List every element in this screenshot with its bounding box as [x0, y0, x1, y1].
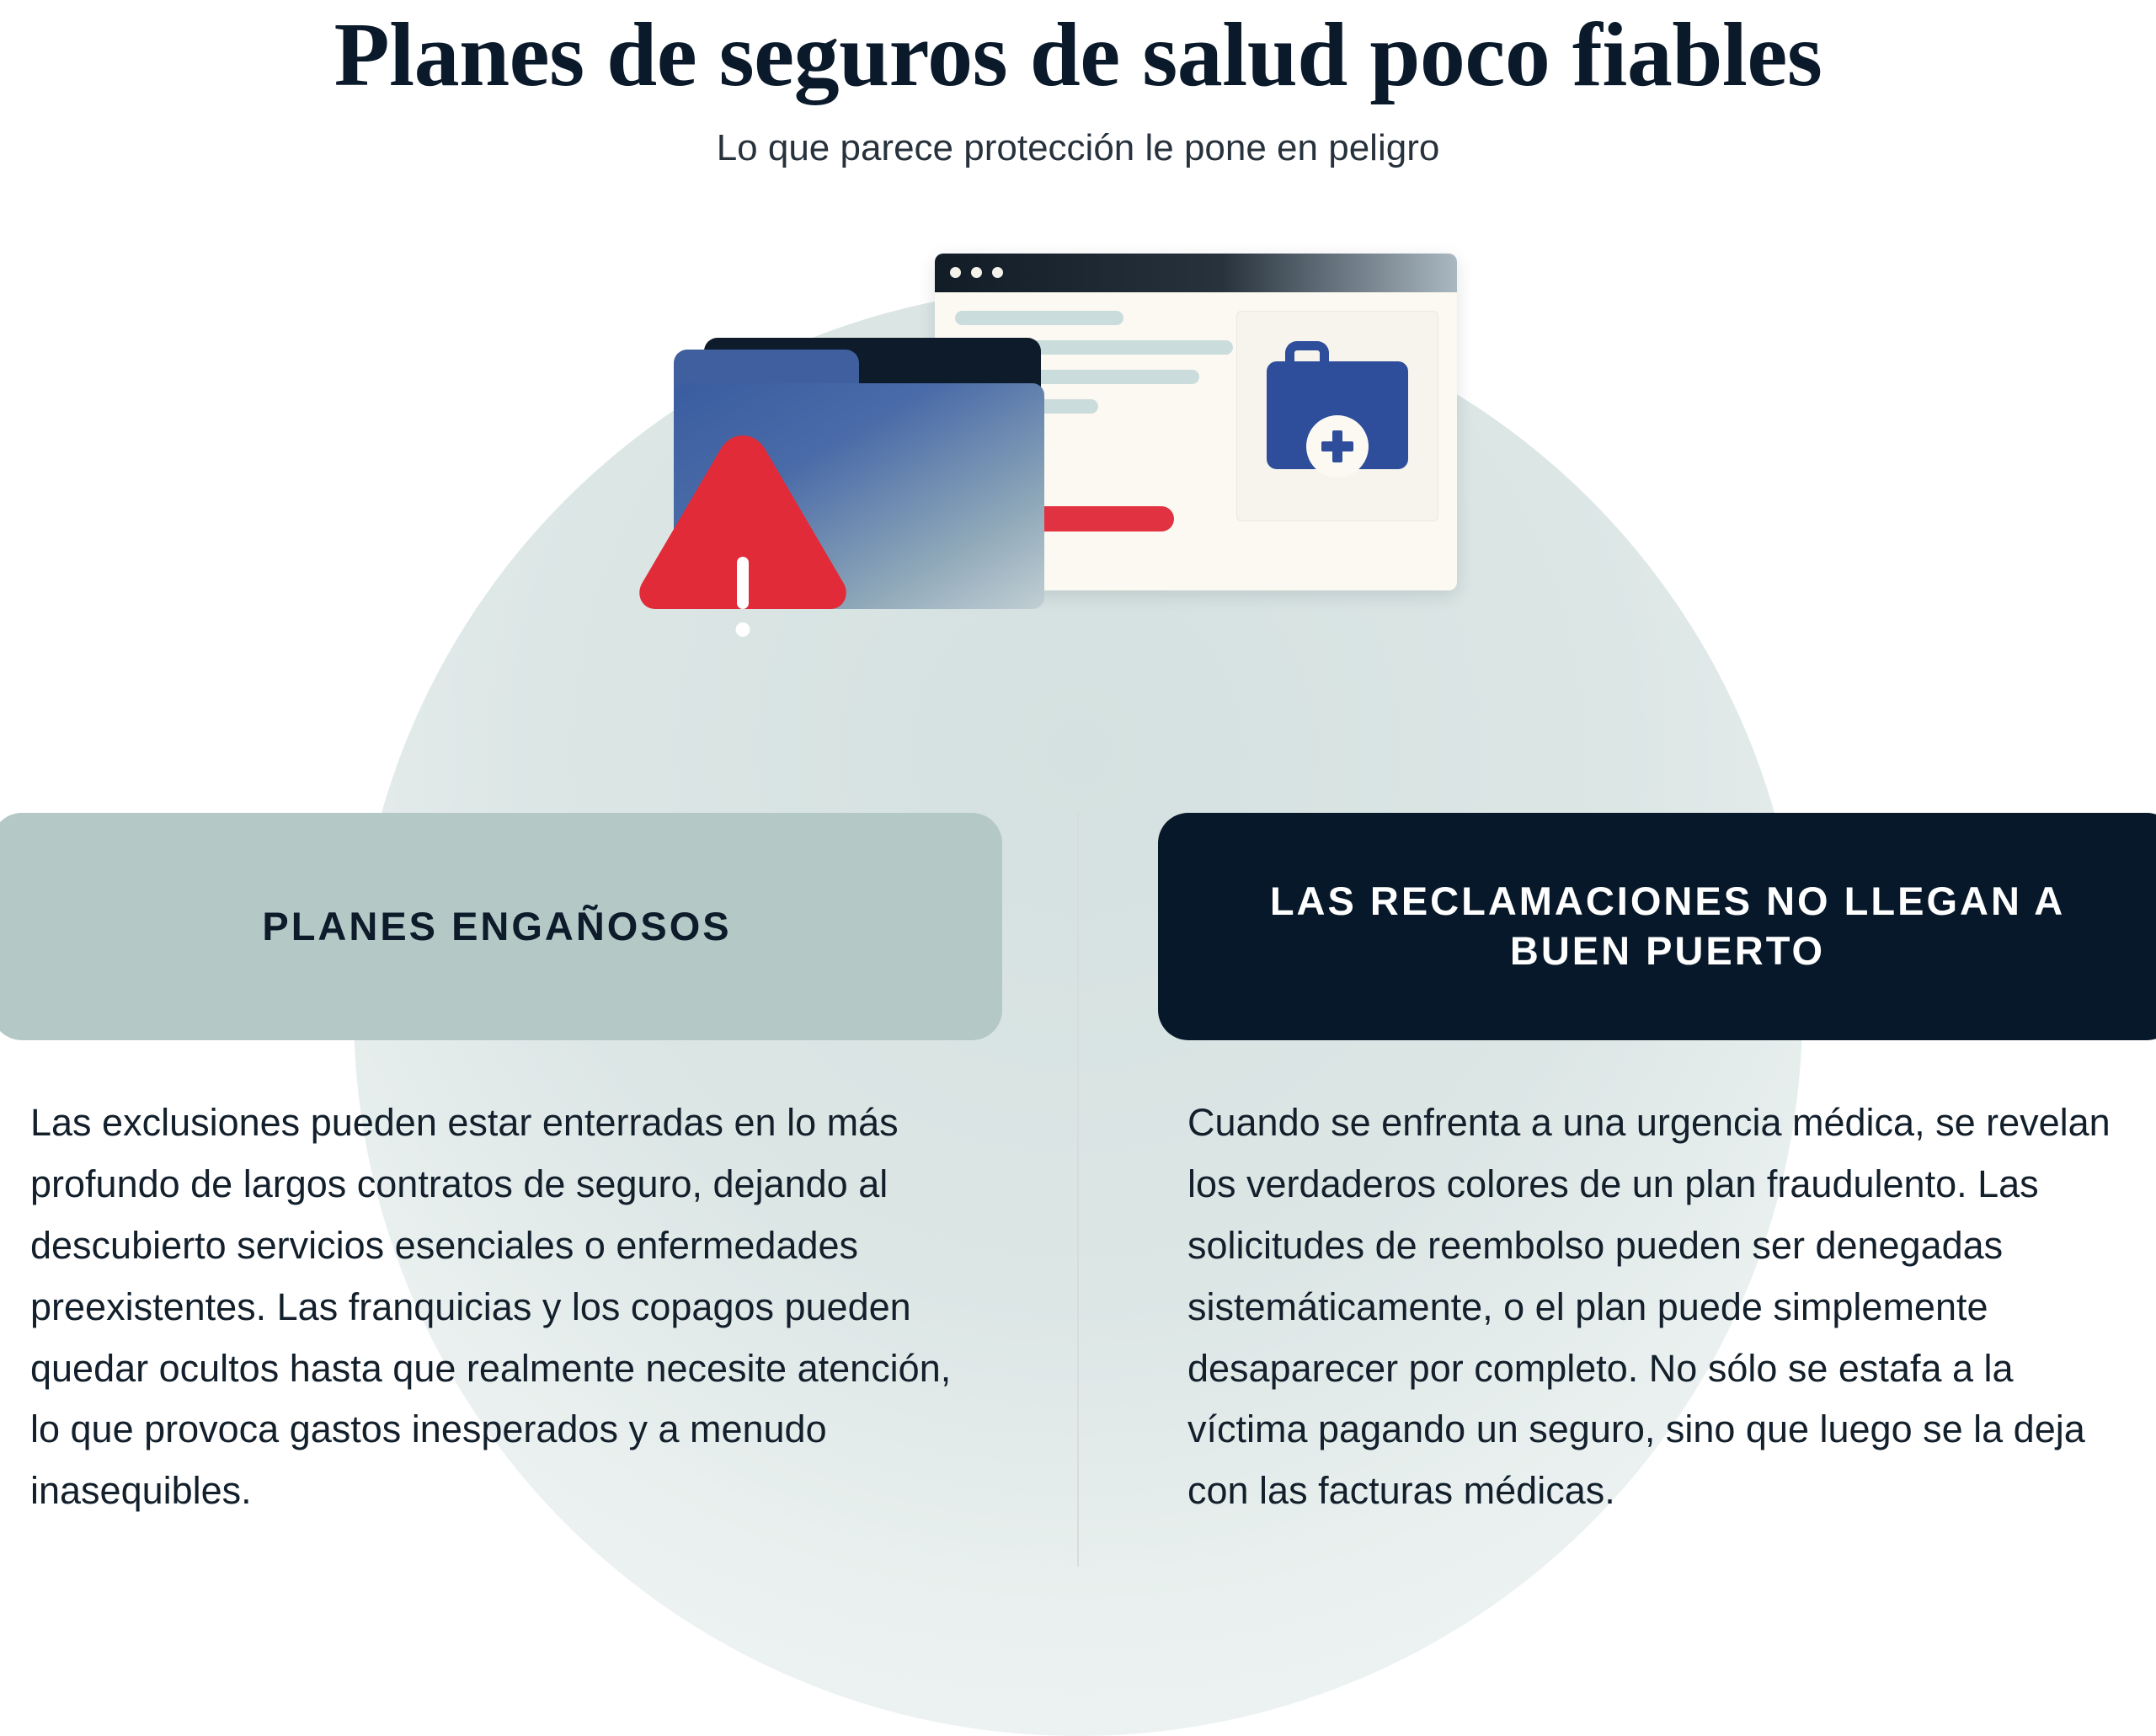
illustration-area — [0, 203, 2156, 759]
column-heading-text: LAS RECLAMACIONES NO LLEGAN A BUEN PUERTO — [1269, 879, 2066, 973]
browser-dot-icon — [992, 267, 1003, 278]
exclamation-bar — [737, 557, 749, 609]
page-header — [0, 0, 2156, 169]
column-body-text: Las exclusiones pueden estar enterradas en lo más profundo de largos contratos de seguro, dejando al descubierto servicios esenciales o enfermedades preexistentes. Las franquicias y los copagos pueden quedar ocultos hasta que realmente necesite atención, lo que provoca gastos inesperados y a menudo inasequibles. — [30, 1101, 952, 1513]
column-heading-badge-left — [0, 813, 1002, 1040]
page-subtitle: Lo que parece protección le pone en peligro — [716, 126, 1440, 168]
exclamation-dot — [736, 622, 750, 637]
page-title: Planes de seguros de salud poco fiables — [334, 5, 1822, 105]
medical-card-panel — [1236, 311, 1438, 521]
placeholder-line — [955, 311, 1123, 325]
illustration-graphic — [657, 254, 1499, 725]
content-columns — [0, 813, 2156, 1560]
column-deceptive-plans — [0, 813, 1078, 1560]
warning-triangle-icon — [633, 430, 852, 614]
column-body-text: Cuando se enfrenta a una urgencia médica, se revelan los verdaderos colores de un plan fraudulento. Las solicitudes de reembolso pueden ser denegadas sistemáticamente, o el plan puede simplemente desaparecer por completo. No sólo se estafa a la víctima pagando un seguro, sino que luego se la deja con las facturas médicas. — [1187, 1101, 2111, 1513]
browser-dot-icon — [971, 267, 982, 278]
browser-title-bar — [935, 254, 1457, 292]
column-heading-text: PLANES ENGAÑOSOS — [262, 903, 732, 948]
browser-dot-icon — [950, 267, 961, 278]
column-claims-denied — [1078, 813, 2156, 1560]
column-heading-badge-right — [1158, 813, 2156, 1040]
folder-icon — [674, 338, 1061, 616]
cross-horizontal-bar — [1321, 441, 1353, 451]
medical-kit-handle-icon — [1285, 341, 1329, 363]
medical-cross-circle-icon — [1306, 415, 1369, 478]
